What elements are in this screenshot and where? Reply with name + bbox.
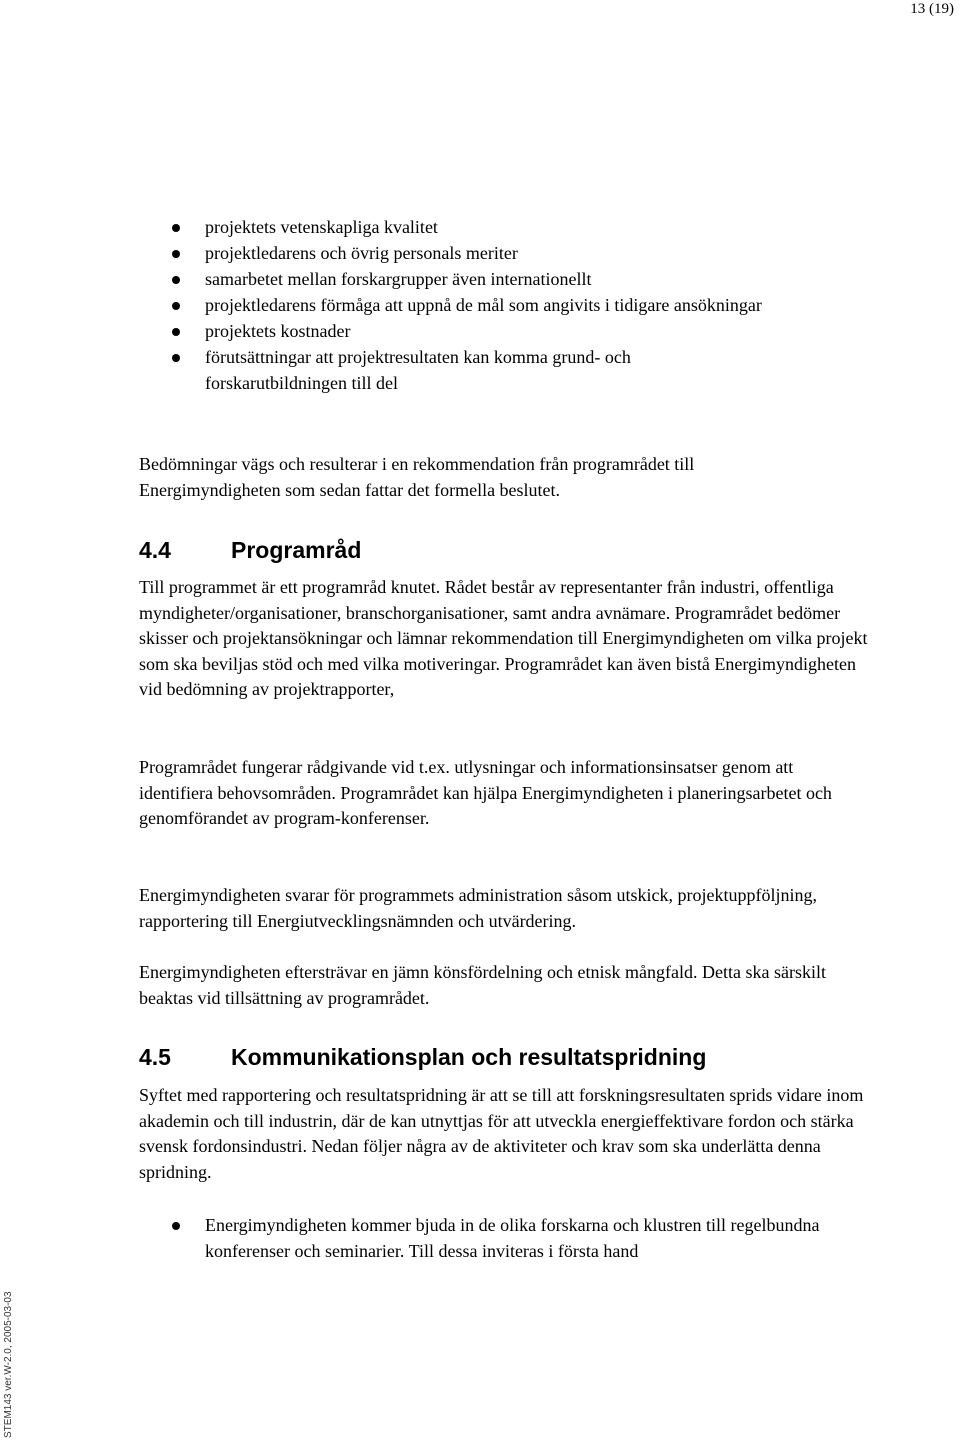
bullet-icon (172, 276, 180, 284)
section-4-4-paragraph-3: Energimyndigheten svarar för programmets administration såsom utskick, projektuppföljning, rapportering till Energiutvecklingsnämnden och utvärdering. (139, 885, 818, 931)
list-item: samarbetet mellan forskargrupper även internationellt (139, 266, 879, 292)
bullet-icon (172, 250, 180, 258)
list-item: förutsättningar att projektresultaten kan komma grund- och forskarutbildningen till del (139, 344, 879, 396)
section-heading-4-4 (139, 536, 361, 564)
section-heading-4-5 (139, 1043, 706, 1071)
list-item: projektets kostnader (139, 318, 879, 344)
bullet-icon (172, 302, 180, 310)
section-title: Kommunikationsplan och resultatspridning (231, 1044, 707, 1070)
criteria-list-container (139, 214, 879, 396)
bullet-icon (172, 224, 180, 232)
section-4-5-bullets-container (139, 1212, 879, 1264)
section-4-4-paragraph-2: Programrådet fungerar rådgivande vid t.ex. utlysningar och informationsinsatser genom att identifiera behovsområden. Programrådet kan hjälpa Energimyndigheten i planeringsarbetet och genomförandet av program-konferenser. (139, 757, 832, 828)
bullet-icon (172, 1222, 180, 1230)
section-4-4-paragraph-4: Energimyndigheten eftersträvar en jämn könsfördelning och etnisk mångfald. Detta ska särskilt beaktas vid tillsättning av programrådet. (139, 962, 826, 1008)
page-number: 13 (19) (910, 1, 954, 17)
assessment-paragraph-container (139, 452, 839, 503)
list-item: projektledarens och övrig personals meriter (139, 240, 879, 266)
list-item: projektledarens förmåga att uppnå de mål som angivits i tidigare ansökningar (139, 292, 879, 318)
document-version-label: STEM143 ver.W-2.0, 2005-03-03 (3, 1291, 14, 1438)
section-number: 4.5 (139, 1044, 171, 1070)
section-number: 4.4 (139, 537, 171, 563)
assessment-paragraph: Bedömningar vägs och resulterar i en rekommendation från programrådet till Energimyndigheten som sedan fattar det formella beslutet. (139, 454, 695, 500)
section-4-5-paragraph-1: Syftet med rapportering och resultatspridning är att se till att forskningsresultaten sprids vidare inom akademin och till industrin, där de kan utnyttjas för att utveckla energieffektivare fordon och stärka svensk fordonsindustri. Nedan följer några av de aktiviteter och krav som ska underlätta denna spridning. (139, 1085, 864, 1182)
section-4-4-paragraph-1: Till programmet är ett programråd knutet. Rådet består av representanter från industri, offentliga myndigheter/organisationer, branschorganisationer, samt andra avnämare. Programrådet bedömer skisser och projektansökningar och lämnar rekommendation till Energimyndigheten om vilka projekt som ska beviljas stöd och med vilka motiveringar. Programrådet kan även bistå Energimyndigheten vid bedömning av projektrapporter, (139, 577, 868, 699)
bullet-icon (172, 354, 180, 362)
section-title: Programråd (231, 537, 362, 563)
criteria-list (139, 214, 879, 396)
section-4-5-bullets (139, 1212, 879, 1264)
list-item: Energimyndigheten kommer bjuda in de olika forskarna och klustren till regelbundna konferenser och seminarier. Till dessa inviteras i första hand (139, 1212, 879, 1264)
list-item: projektets vetenskapliga kvalitet (139, 214, 879, 240)
bullet-icon (172, 328, 180, 336)
